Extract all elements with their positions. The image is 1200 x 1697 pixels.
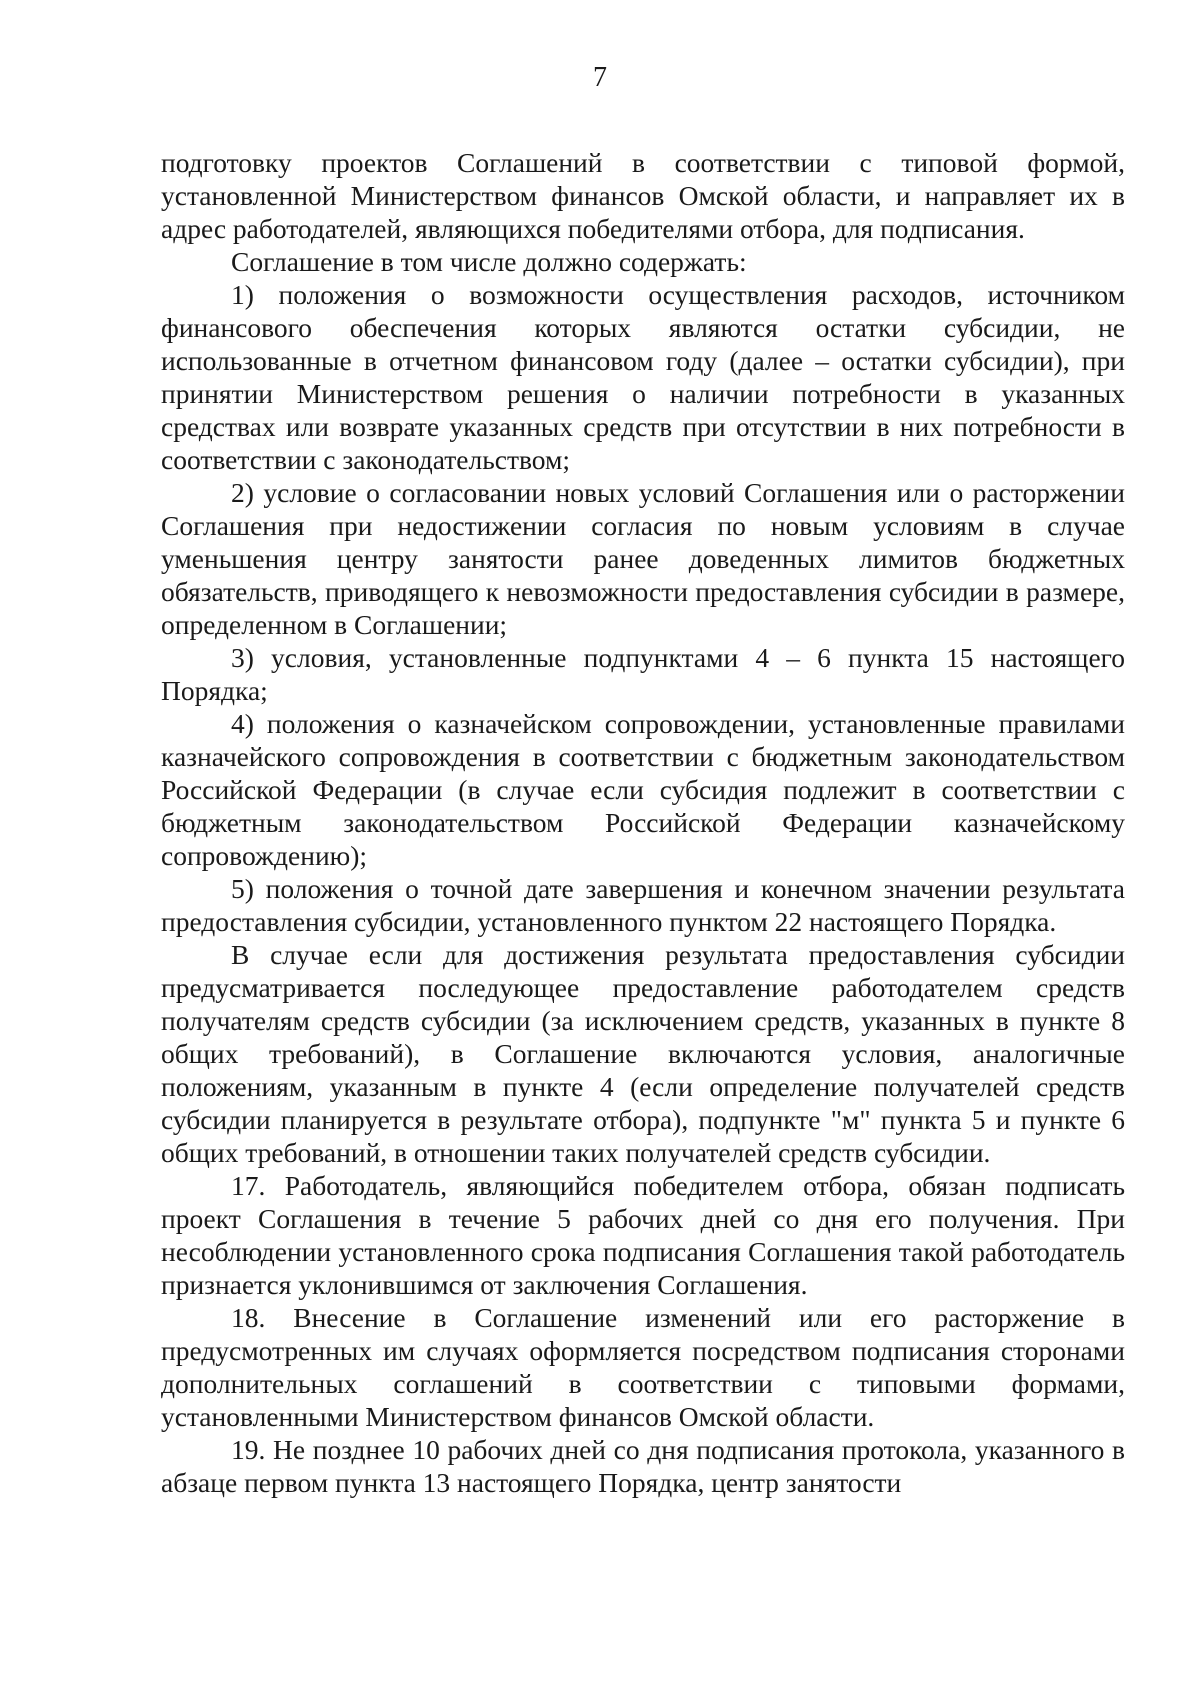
- paragraph-clause-18: 18. Внесение в Соглашение изменений или его расторжение в предусмотренных им случаях оформляется посредством подписания сторонами дополнительных соглашений в соответствии с типовыми формами, установленными Министерством финансов Омской области.: [161, 1302, 1125, 1432]
- paragraph-subsequent-provision: В случае если для достижения результата предоставления субсидии предусматривается последующее предоставление работодателем средств получателям средств субсидии (за исключением средств, указанных в пункте 8 общих требований), в Соглашение включаются условия, аналогичные положениям, указанным в пункте 4 (если определение получателей средств субсидии планируется в результате отбора), подпункте "м" пункта 5 и пункте 6 общих требований, в отношении таких получателей средств субсидии.: [161, 939, 1125, 1168]
- paragraph-clause-17: 17. Работодатель, являющийся победителем отбора, обязан подписать проект Соглашения в течение 5 рабочих дней со дня его получения. При несоблюдении установленного срока подписания Соглашения такой работодатель признается уклонившимся от заключения Соглашения.: [161, 1170, 1125, 1300]
- paragraph-item-4: 4) положения о казначейском сопровождении, установленные правилами казначейского сопровождения в соответствии с бюджетным законодательством Российской Федерации (в случае если субсидия подлежит в соответствии с бюджетным законодательством Российской Федерации казначейскому сопровождению);: [161, 708, 1125, 871]
- document-body: [161, 146, 1125, 1499]
- paragraph-continuation: подготовку проектов Соглашений в соответствии с типовой формой, установленной Министерством финансов Омской области, и направляет их в адрес работодателей, являющихся победителями отбора, для подписания.: [161, 147, 1125, 244]
- paragraph-clause-19: 19. Не позднее 10 рабочих дней со дня подписания протокола, указанного в абзаце первом пункта 13 настоящего Порядка, центр занятости: [161, 1434, 1125, 1498]
- paragraph-item-2: 2) условие о согласовании новых условий Соглашения или о расторжении Соглашения при недостижении согласия по новым условиям в случае уменьшения центру занятости ранее доведенных лимитов бюджетных обязательств, приводящего к невозможности предоставления субсидии в размере, определенном в Соглашении;: [161, 477, 1125, 640]
- paragraph-item-1: 1) положения о возможности осуществления расходов, источником финансового обеспечения которых являются остатки субсидии, не использованные в отчетном финансовом году (далее – остатки субсидии), при принятии Министерством решения о наличии потребности в указанных средствах или возврате указанных средств при отсутствии в них потребности в соответствии с законодательством;: [161, 279, 1125, 475]
- paragraph-agreement-contents: Соглашение в том числе должно содержать:: [231, 246, 747, 277]
- page-number: 7: [593, 62, 607, 93]
- paragraph-item-3: 3) условия, установленные подпунктами 4 – 6 пункта 15 настоящего Порядка;: [161, 642, 1125, 706]
- paragraph-item-5: 5) положения о точной дате завершения и конечном значении результата предоставления субсидии, установленного пунктом 22 настоящего Порядка.: [161, 873, 1125, 937]
